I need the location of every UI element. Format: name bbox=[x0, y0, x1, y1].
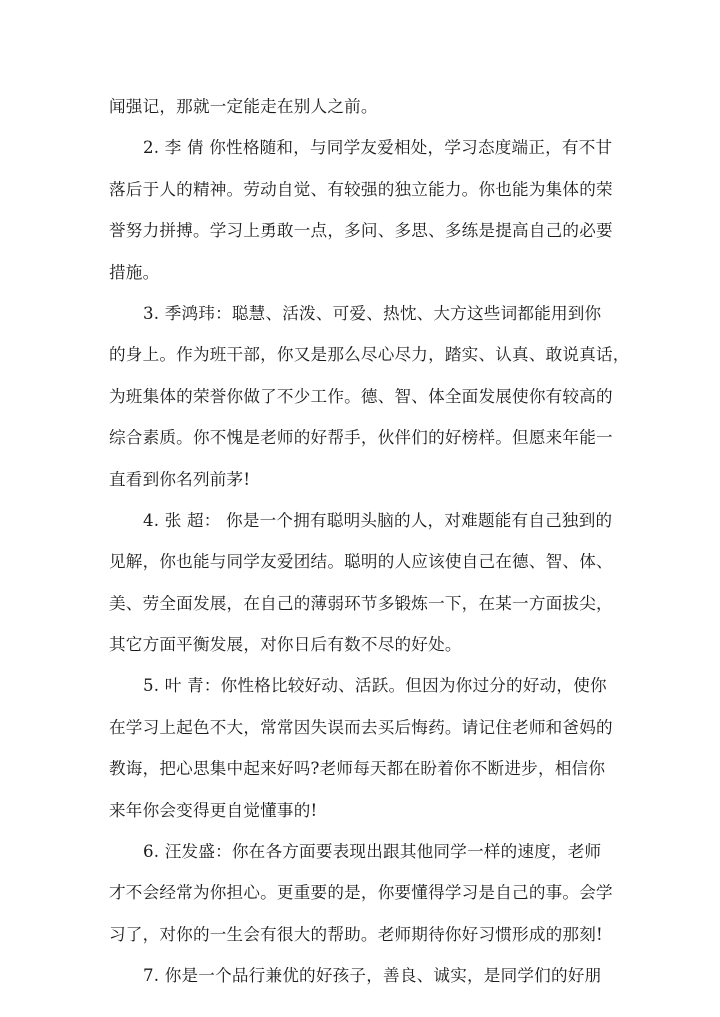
document-body bbox=[109, 86, 630, 997]
text-line: 才不会经常为你担心。更重要的是，你要懂得学习是自己的事。会学 bbox=[109, 883, 613, 903]
text-line: 其它方面平衡发展，对你日后有数不尽的好处。 bbox=[109, 635, 462, 655]
paragraph-comment-3 bbox=[109, 293, 630, 500]
text-line: 在学习上起色不大，常常因失误而去买后悔药。请记住老师和爸妈的 bbox=[109, 717, 613, 737]
text-line: 6. 汪发盛：你在各方面要表现出跟其他同学一样的速度，老师 bbox=[143, 842, 602, 862]
text-line: 美、劳全面发展，在自己的薄弱环节多锻炼一下，在某一方面拔尖， bbox=[109, 593, 613, 613]
text-line: 4. 张 超： 你是一个拥有聪明头脑的人，对难题能有自己独到的 bbox=[143, 510, 613, 530]
text-line: 的身上。作为班干部，你又是那么尽心尽力，踏实、认真、敢说真话， bbox=[109, 345, 630, 365]
text-line: 见解，你也能与同学友爱团结。聪明的人应该使自己在德、智、体、 bbox=[109, 552, 613, 572]
paragraph-continuation bbox=[109, 86, 611, 127]
paragraph-comment-4 bbox=[109, 500, 611, 666]
text-line: 习了，对你的一生会有很大的帮助。老师期待你好习惯形成的那刻! bbox=[109, 924, 603, 944]
paragraph-comment-7 bbox=[109, 955, 611, 996]
text-line: 教诲，把心思集中起来好吗?老师每天都在盼着你不断进步，相信你 bbox=[109, 759, 606, 779]
text-line: 落后于人的精神。劳动自觉、有较强的独立能力。你也能为集体的荣 bbox=[109, 179, 613, 199]
text-line: 誉努力拼搏。学习上勇敢一点，多问、多思、多练是提高自己的必要 bbox=[109, 221, 613, 241]
text-line: 措施。 bbox=[109, 262, 160, 282]
paragraph-comment-5 bbox=[109, 665, 611, 831]
text-line: 直看到你名列前茅! bbox=[109, 469, 251, 489]
text-line: 5. 叶 青：你性格比较好动、活跃。但因为你过分的好动，使你 bbox=[143, 676, 607, 696]
text-line: 综合素质。你不愧是老师的好帮手，伙伴们的好榜样。但愿来年能一 bbox=[109, 428, 613, 448]
text-line: 7. 你是一个品行兼优的好孩子，善良、诚实，是同学们的好朋 bbox=[143, 966, 602, 986]
paragraph-comment-2 bbox=[109, 127, 611, 293]
text-line: 为班集体的荣誉你做了不少工作。德、智、体全面发展使你有较高的 bbox=[109, 386, 613, 406]
text-line: 来年你会变得更自觉懂事的! bbox=[109, 800, 318, 820]
text-line: 2. 李 倩 你性格随和，与同学友爱相处，学习态度端正，有不甘 bbox=[143, 138, 613, 158]
text-line: 闻强记，那就一定能走在别人之前。 bbox=[109, 97, 378, 116]
paragraph-comment-6 bbox=[109, 831, 611, 955]
text-line: 3. 季鸿玮：聪慧、活泼、可爱、热忱、大方这些词都能用到你 bbox=[143, 303, 602, 323]
